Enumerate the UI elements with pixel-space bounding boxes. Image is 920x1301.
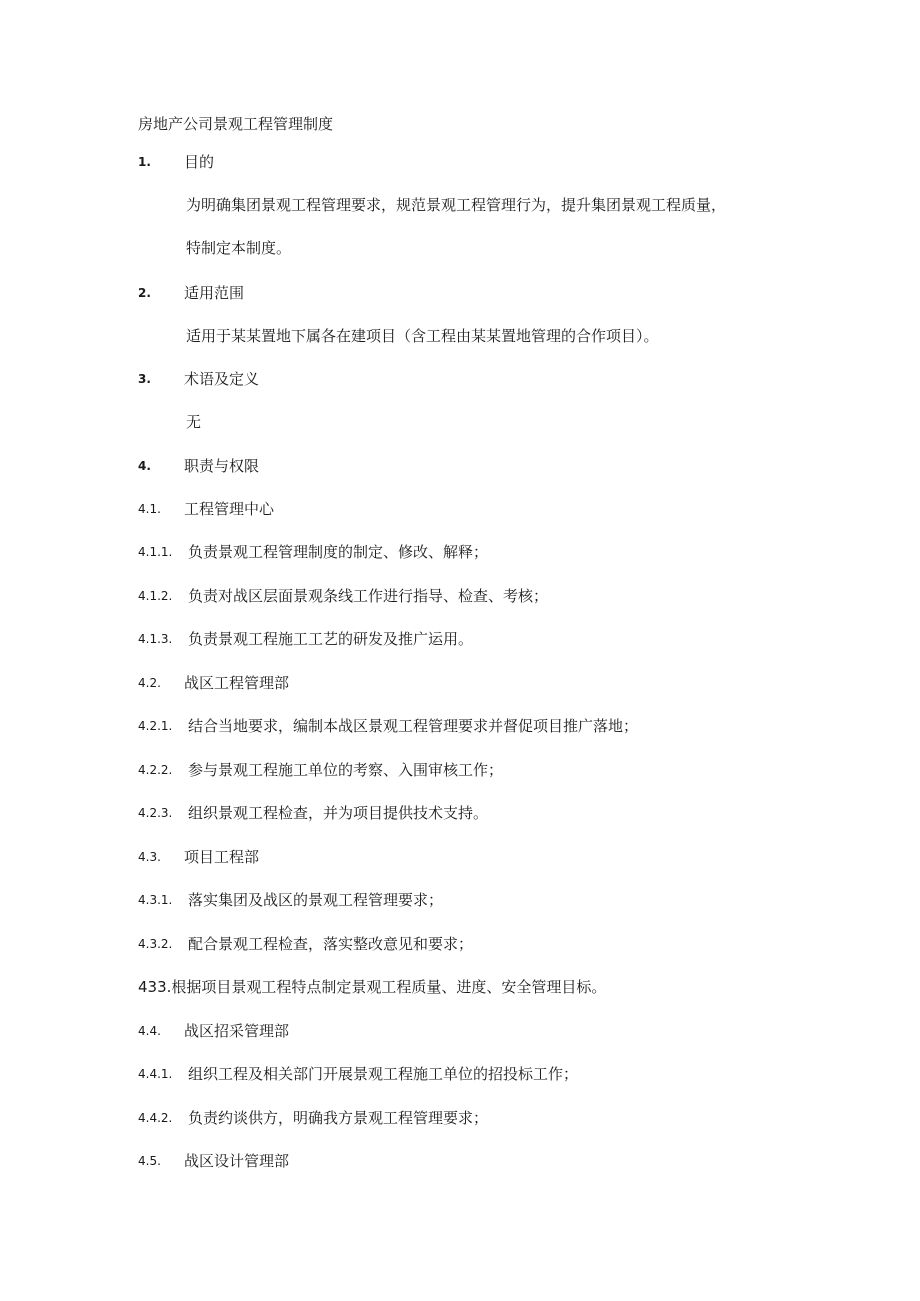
list-item — [0, 846, 920, 868]
list-item — [0, 715, 920, 737]
item-text: 落实集团及战区的景观工程管理要求； — [188, 891, 444, 909]
item-text: 433.根据项目景观工程特点制定景观工程质量、进度、安全管理目标。 — [138, 978, 607, 996]
section-heading — [0, 282, 920, 304]
section-heading — [0, 455, 920, 477]
list-item — [0, 889, 920, 911]
item-text: 战区设计管理部 — [184, 1152, 290, 1170]
section-title: 目的 — [184, 153, 215, 171]
section-title: 术语及定义 — [184, 370, 260, 388]
item-number: 4.1.3. — [138, 632, 173, 646]
list-item — [0, 541, 920, 563]
item-number: 4.4.1. — [138, 1067, 173, 1081]
list-item — [0, 802, 920, 824]
item-number: 4.1.1. — [138, 545, 173, 559]
document-title: 房地产公司景观工程管理制度 — [138, 115, 334, 133]
section-title: 职责与权限 — [184, 457, 260, 475]
item-number: 4.2.3. — [138, 806, 173, 820]
section-number: 1. — [138, 155, 151, 169]
list-item — [0, 498, 920, 520]
list-item — [0, 976, 920, 998]
item-number: 4.1. — [138, 502, 161, 516]
item-text: 组织工程及相关部门开展景观工程施工单位的招投标工作； — [188, 1065, 579, 1083]
list-item — [0, 1150, 920, 1172]
item-number: 4.5. — [138, 1154, 161, 1168]
list-item — [0, 759, 920, 781]
item-text: 负责景观工程管理制度的制定、修改、解释； — [188, 543, 489, 561]
item-number: 4.1.2. — [138, 589, 173, 603]
item-number: 4.2.1. — [138, 719, 173, 733]
list-item — [0, 672, 920, 694]
section-heading — [0, 368, 920, 390]
item-text: 负责约谈供方，明确我方景观工程管理要求； — [188, 1109, 489, 1127]
section-heading — [0, 151, 920, 173]
item-text: 组织景观工程检查，并为项目提供技术支持。 — [188, 804, 489, 822]
item-number: 4.3. — [138, 850, 161, 864]
item-text: 项目工程部 — [184, 848, 260, 866]
section-title: 适用范围 — [184, 284, 245, 302]
item-text: 战区招采管理部 — [184, 1022, 290, 1040]
scope-paragraph: 适用于某某置地下属各在建项目（含工程由某某置地管理的合作项目）。 — [186, 327, 659, 345]
item-number: 4.4. — [138, 1024, 161, 1038]
section-number: 4. — [138, 459, 151, 473]
purpose-paragraph-line-2: 特制定本制度。 — [186, 239, 292, 257]
list-item — [0, 628, 920, 650]
purpose-paragraph-line-1: 为明确集团景观工程管理要求，规范景观工程管理行为，提升集团景观工程质量， — [186, 196, 727, 214]
terms-paragraph: 无 — [186, 413, 202, 431]
item-text: 负责景观工程施工工艺的研发及推广运用。 — [188, 630, 474, 648]
item-number: 4.3.2. — [138, 937, 173, 951]
item-text: 工程管理中心 — [184, 500, 275, 518]
list-item — [0, 1107, 920, 1129]
list-item — [0, 585, 920, 607]
item-text: 参与景观工程施工单位的考察、入围审核工作； — [188, 761, 504, 779]
section-number: 2. — [138, 286, 151, 300]
list-item — [0, 933, 920, 955]
list-item — [0, 1020, 920, 1042]
item-text: 战区工程管理部 — [184, 674, 290, 692]
item-number: 4.4.2. — [138, 1111, 173, 1125]
item-number: 4.2.2. — [138, 763, 173, 777]
item-number: 4.2. — [138, 676, 161, 690]
item-text: 负责对战区层面景观条线工作进行指导、检查、考核； — [188, 587, 549, 605]
item-text: 结合当地要求，编制本战区景观工程管理要求并督促项目推广落地； — [188, 717, 639, 735]
item-text: 配合景观工程检查，落实整改意见和要求； — [188, 935, 474, 953]
list-item — [0, 1063, 920, 1085]
section-number: 3. — [138, 372, 151, 386]
item-number: 4.3.1. — [138, 893, 173, 907]
